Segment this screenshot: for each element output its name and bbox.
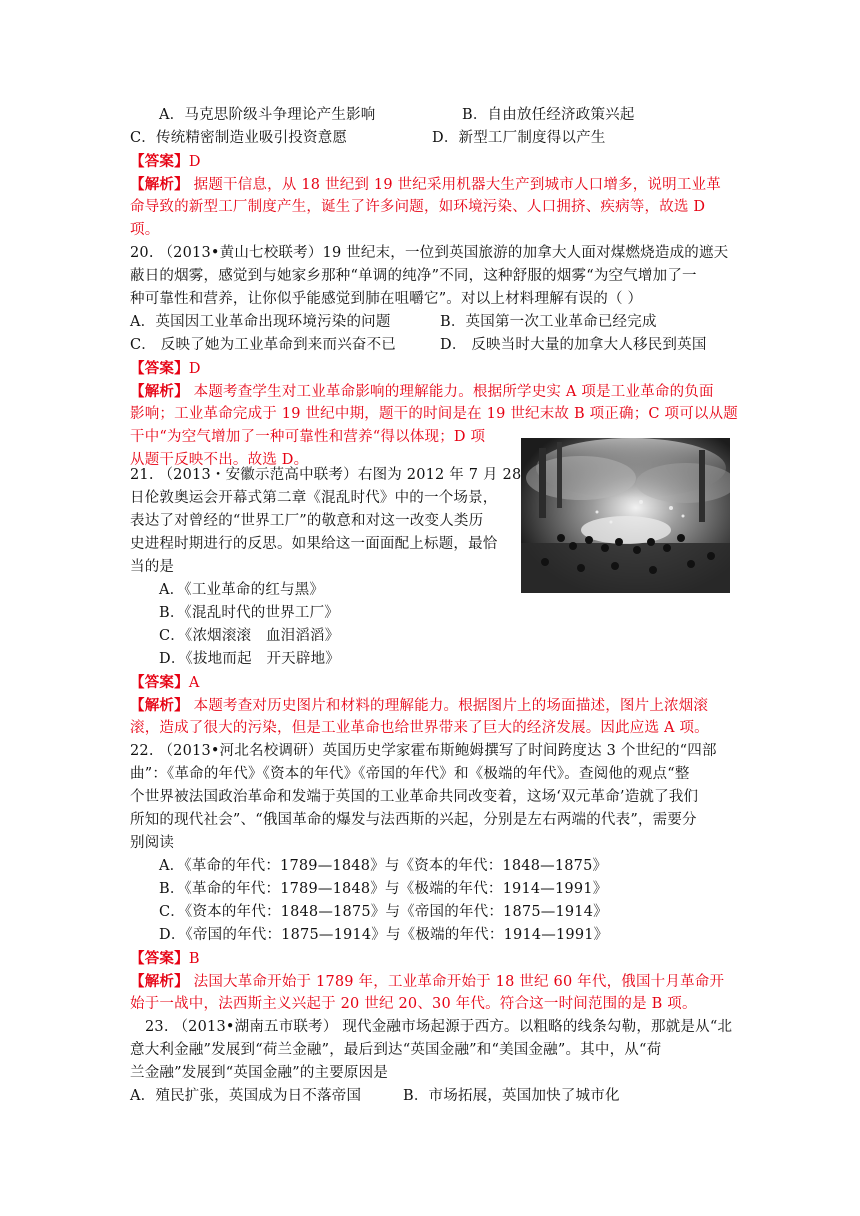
q20-stem-line-2: 蔽日的烟雾，感觉到与她家乡那种“单调的纯净”不同，这种舒服的烟雾“为空气增加了一 (130, 268, 697, 284)
q20-stem-line-1: 20. （2013•黄山七校联考）19 世纪末，一位到英国旅游的加拿大人面对煤燃烧造成的遮天 (130, 245, 729, 261)
analysis-label: 【解析】 (130, 973, 189, 990)
q22-stem-line-1: 22. （2013•河北名校调研）英国历史学家霍布斯鲍姆撰写了时间跨度达 3 个世纪的“四部 (130, 743, 717, 759)
q19-answer (130, 150, 201, 173)
q23-stem-line-1: 23. （2013•湖南五市联考） 现代金融市场起源于西方。以粗略的线条勾勒，那就是从“北 (145, 1019, 733, 1035)
q19-analysis-line-2: 命导致的新型工厂制度产生，诞生了许多问题，如环境污染、人口拥挤、疾病等，故选 D (130, 199, 706, 215)
q22-option-c: C．《资本的年代：1848—1875》与《帝国的年代：1875—1914》 (159, 904, 608, 920)
answer-value: A (188, 675, 200, 691)
answer-value: B (188, 951, 200, 967)
q19-option-a: A．马克思阶级斗争理论产生影响 (159, 107, 376, 123)
photo-image (521, 438, 730, 593)
analysis-text: 法国大革命开始于 1789 年，工业革命开始于 18 世纪 60 年代，俄国十月革命开 (188, 974, 725, 990)
analysis-label: 【解析】 (130, 383, 189, 400)
q20-option-d: D． 反映当时大量的加拿大人移民到英国 (440, 337, 707, 353)
q21-stem-line-1: 21. （2013・安徽示范高中联考）右图为 2012 年 7 月 28 (130, 467, 522, 483)
q21-option-b: B．《混乱时代的世界工厂》 (159, 605, 340, 621)
q21-stem-line-2: 日伦敦奥运会开幕式第二章《混乱时代》中的一个场景， (130, 490, 498, 506)
q20-option-b: B．英国第一次工业革命已经完成 (440, 314, 657, 330)
q22-option-d: D．《帝国的年代：1875—1914》与《极端的年代：1914—1991》 (159, 927, 609, 943)
q20-option-a: A．英国因工业革命出现环境污染的问题 (130, 314, 391, 330)
answer-label: 【答案】 (130, 950, 189, 967)
q19-analysis-line-3: 项。 (130, 222, 160, 238)
q22-option-a: A．《革命的年代：1789—1848》与《资本的年代：1848—1875》 (159, 858, 608, 874)
q19-analysis-line-1 (130, 173, 721, 196)
q22-stem-line-5: 别阅读 (130, 835, 175, 851)
q20-answer (130, 357, 201, 380)
q19-option-d: D．新型工厂制度得以产生 (432, 130, 606, 146)
q19-option-b: B．自由放任经济政策兴起 (462, 107, 635, 123)
q21-option-c: C．《浓烟滚滚 血泪滔滔》 (159, 628, 340, 644)
q22-stem-line-3: 个世界被法国政治革命和发端于英国的工业革命共同改变着，这场‘双元革命’造就了我们 (130, 789, 699, 805)
q21-answer (130, 671, 199, 694)
answer-value: D (188, 154, 201, 170)
q21-stem-line-3: 表达了对曾经的“世界工厂”的敬意和对这一改变人类历 (130, 513, 484, 529)
q22-stem-line-2: 曲”：《革命的年代》《资本的年代》《帝国的年代》和《极端的年代》。查阅他的观点“整 (130, 766, 690, 782)
q22-analysis-line-2: 始于一战中，法西斯主义兴起于 20 世纪 20、30 年代。符合这一时间范围的是 B 项。 (130, 996, 697, 1012)
q20-analysis-line-3: 干中“为空气增加了一种可靠性和营养“得以体现；D 项 (130, 429, 486, 445)
q23-stem-line-2: 意大利金融”发展到“荷兰金融”，最后到达“英国金融”和“美国金融”。其中，从“荷 (130, 1042, 662, 1058)
q21-stem-line-4: 史进程时期进行的反思。如果给这一面面配上标题，最恰 (130, 536, 498, 552)
answer-label: 【答案】 (130, 360, 189, 377)
q20-analysis-line-1 (130, 380, 714, 403)
q23-option-b: B．市场拓展，英国加快了城市化 (403, 1088, 620, 1104)
q20-stem-line-3: 种可靠性和营养，让你似乎能感觉到肺在咀嚼它”。对以上材料理解有误的（ ） (130, 291, 643, 307)
q20-analysis-line-4: 从题干反映不出。故选 D。 (130, 452, 309, 468)
analysis-text: 本题考查学生对工业革命影响的理解能力。根据所学史实 A 项是工业革命的负面 (188, 384, 714, 400)
q22-answer (130, 947, 200, 970)
q22-analysis-line-1 (130, 970, 724, 993)
analysis-text: 据题干信息，从 18 世纪到 19 世纪采用机器大生产到城市人口增多，说明工业革 (188, 177, 721, 193)
analysis-label: 【解析】 (130, 176, 189, 193)
analysis-label: 【解析】 (130, 697, 189, 714)
q22-option-b: B．《革命的年代：1789—1848》与《极端的年代：1914—1991》 (159, 881, 608, 897)
answer-value: D (188, 361, 201, 377)
q19-option-c: C．传统精密制造业吸引投资意愿 (130, 130, 348, 146)
answer-label: 【答案】 (130, 153, 189, 170)
q21-option-d: D．《拔地而起 开天辟地》 (159, 651, 340, 667)
q21-stem-line-5: 当的是 (130, 559, 175, 575)
q23-stem-line-3: 兰金融”发展到“英国金融”的主要原因是 (130, 1065, 389, 1081)
q22-stem-line-4: 所知的现代社会”、“俄国革命的爆发与法西斯的兴起，分别是左右两端的代表”，需要分 (130, 812, 697, 828)
q21-analysis-line-2: 滚，造成了很大的污染，但是工业革命也给世界带来了巨大的经济发展。因此应选 A 项。 (130, 720, 709, 736)
analysis-text: 本题考查对历史图片和材料的理解能力。根据图片上的场面描述，图片上浓烟滚 (188, 698, 709, 714)
q23-option-a: A．殖民扩张，英国成为日不落帝国 (130, 1088, 362, 1104)
olympic-ceremony-photo (521, 438, 730, 593)
q21-option-a: A．《工业革命的红与黑》 (159, 582, 325, 598)
q20-option-c: C． 反映了她为工业革命到来而兴奋不已 (130, 337, 397, 353)
q20-analysis-line-2: 影响；工业革命完成于 19 世纪中期，题干的时间是在 19 世纪末故 B 项正确；C 项可以从题 (130, 406, 739, 422)
answer-label: 【答案】 (130, 674, 189, 691)
q21-analysis-line-1 (130, 694, 708, 717)
